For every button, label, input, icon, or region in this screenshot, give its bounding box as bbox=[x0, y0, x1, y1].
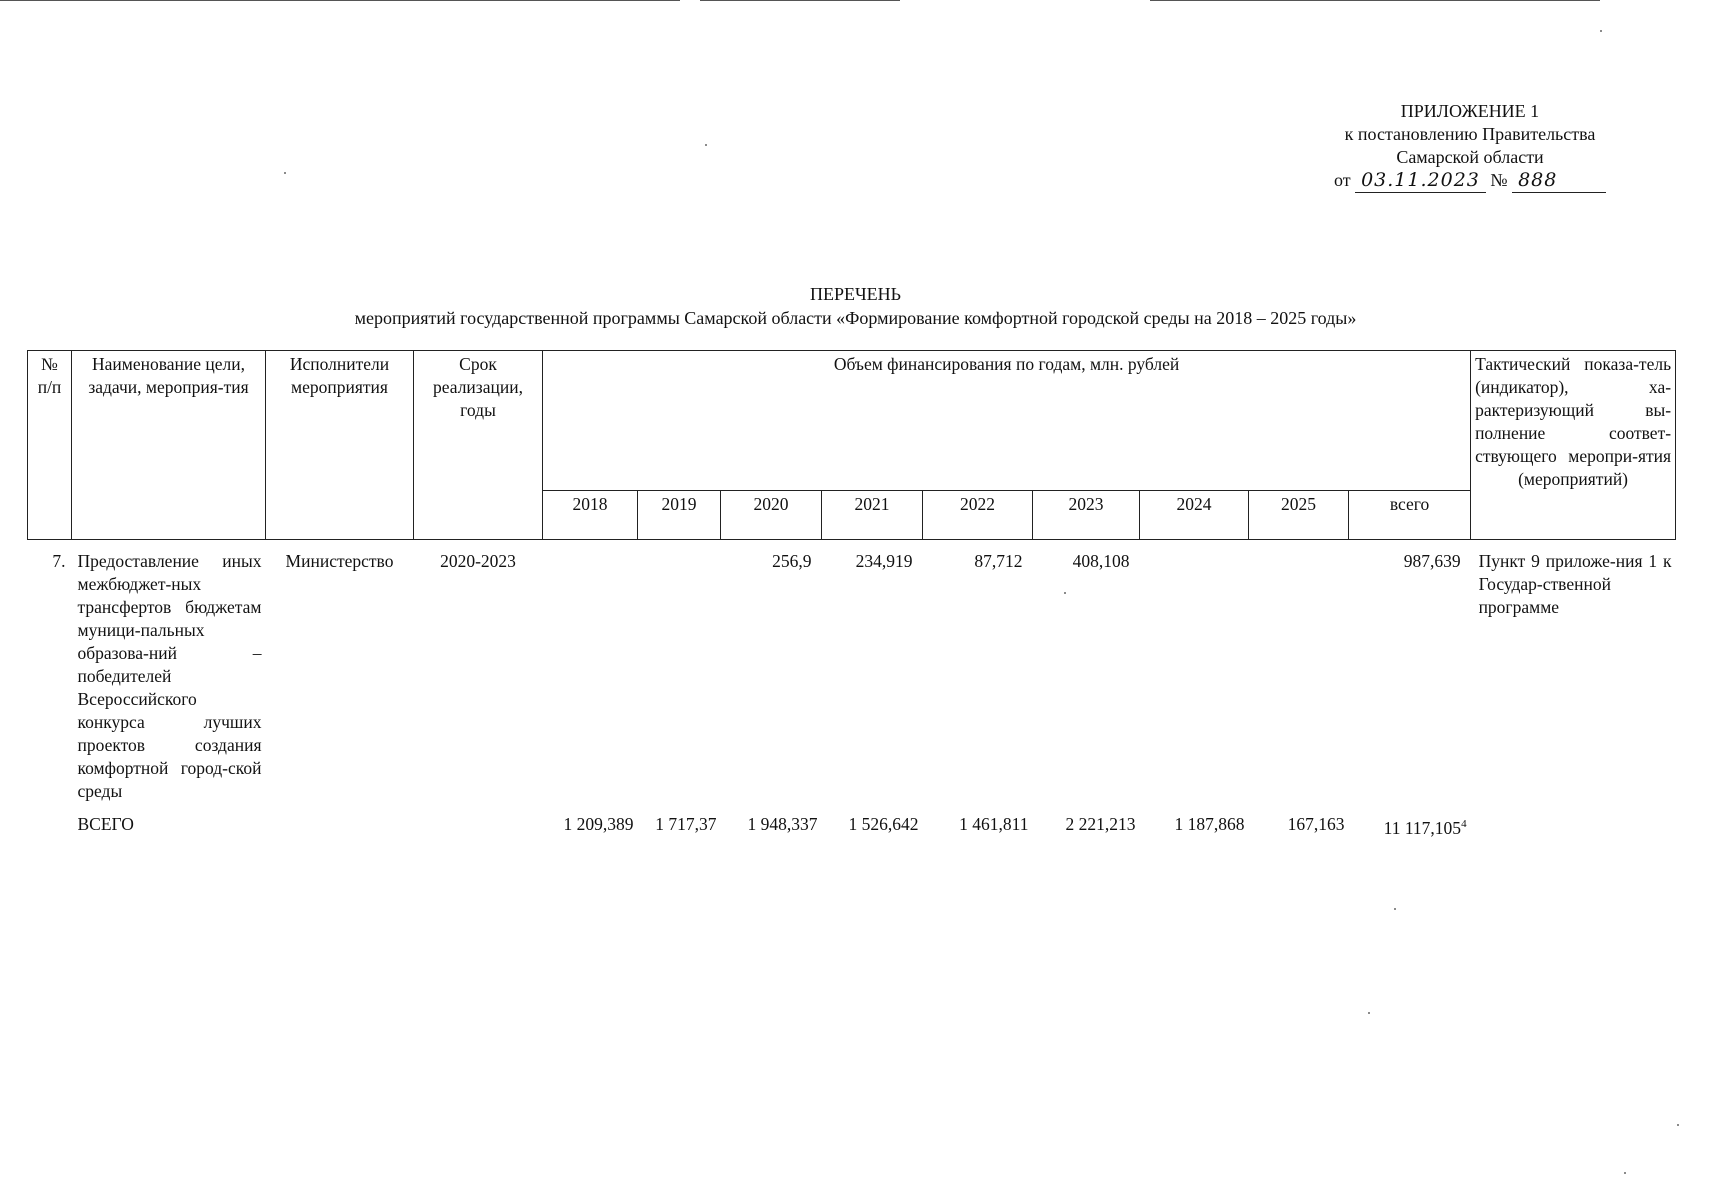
total-row bbox=[28, 803, 1676, 840]
row-value-2023: 408,108 bbox=[1072, 551, 1130, 571]
header-year: 2018 bbox=[543, 490, 638, 539]
header-name: Наименование цели, задачи, мероприя-тия bbox=[72, 351, 266, 540]
annex-title: ПРИЛОЖЕНИЕ 1 bbox=[1400, 101, 1540, 121]
row-value-2024 bbox=[1140, 540, 1249, 804]
total-value-2024: 1 187,868 bbox=[1174, 814, 1245, 834]
total-spacer bbox=[28, 803, 72, 840]
annex-line-1: к постановлению Правительства bbox=[1344, 124, 1596, 144]
scan-edge-line bbox=[0, 0, 680, 1]
scan-speck bbox=[284, 172, 286, 174]
document-title-block bbox=[0, 282, 1711, 330]
date-prefix: от bbox=[1333, 170, 1351, 190]
total-value-2021: 1 526,642 bbox=[848, 814, 919, 834]
scan-speck bbox=[705, 144, 707, 146]
handwritten-number: 888 bbox=[1512, 169, 1606, 193]
row-indicator: Пункт 9 приложе-ния 1 к Государ-ственной программе bbox=[1478, 551, 1672, 617]
total-value-2019: 1 717,37 bbox=[655, 814, 717, 834]
number-prefix: № bbox=[1490, 170, 1508, 190]
measures-table bbox=[27, 350, 1676, 840]
total-label: ВСЕГО bbox=[77, 814, 134, 834]
header-indicator: Тактический показа-тель (индикатор), ха-рактеризующий вы-полнение соответ-ствующего меропри-ятия (мероприятий) bbox=[1471, 351, 1676, 540]
total-value-2025: 167,163 bbox=[1287, 814, 1345, 834]
total-value-all bbox=[1349, 803, 1471, 840]
annex-date-line bbox=[1334, 169, 1606, 193]
table-header bbox=[28, 351, 1676, 540]
row-value-2018 bbox=[543, 540, 638, 804]
table-row bbox=[28, 540, 1676, 804]
row-term: 2020-2023 bbox=[440, 551, 516, 571]
row-value-2021: 234,919 bbox=[855, 551, 913, 571]
scan-speck bbox=[1394, 908, 1396, 910]
header-year: 2021 bbox=[822, 490, 923, 539]
scan-speck bbox=[1677, 1124, 1679, 1126]
header-year: 2024 bbox=[1140, 490, 1249, 539]
header-financing: Объем финансирования по годам, млн. рублей bbox=[543, 351, 1471, 491]
header-num: № п/п bbox=[28, 351, 72, 540]
row-value-total: 987,639 bbox=[1403, 551, 1461, 571]
scan-speck bbox=[1368, 1012, 1370, 1014]
row-num: 7. bbox=[52, 551, 66, 571]
header-year: 2019 bbox=[638, 490, 721, 539]
total-value-2018: 1 209,389 bbox=[563, 814, 634, 834]
header-year: 2020 bbox=[721, 490, 822, 539]
table-body bbox=[28, 540, 1676, 840]
total-value-2023: 2 221,213 bbox=[1065, 814, 1136, 834]
row-executor: Министерство bbox=[285, 551, 394, 571]
scan-speck bbox=[1624, 1172, 1626, 1174]
annex-line-2: Самарской области bbox=[1396, 147, 1544, 167]
header-year: 2025 bbox=[1249, 490, 1349, 539]
row-value-2025 bbox=[1249, 540, 1349, 804]
footnote-mark: 4 bbox=[1461, 818, 1467, 830]
row-value-2020: 256,9 bbox=[772, 551, 812, 571]
total-spacer bbox=[414, 803, 543, 840]
header-executor: Исполнители мероприятия bbox=[266, 351, 414, 540]
header-year-total: всего bbox=[1349, 490, 1471, 539]
annex-block bbox=[1300, 100, 1640, 193]
row-name: Предоставление иных межбюджет-ных трансфертов бюджетам муници-пальных образова-ний – победителей Всероссийского конкурса лучших проектов создания комфортной город-ской среды bbox=[77, 551, 262, 801]
total-spacer bbox=[1471, 803, 1676, 840]
total-spacer bbox=[266, 803, 414, 840]
header-year: 2023 bbox=[1033, 490, 1140, 539]
scan-speck bbox=[1064, 592, 1066, 594]
total-value-all-text: 11 117,105 bbox=[1383, 817, 1462, 838]
document-title: ПЕРЕЧЕНЬ bbox=[809, 284, 902, 304]
scan-speck bbox=[1600, 30, 1602, 32]
total-value-2022: 1 461,811 bbox=[959, 814, 1029, 834]
header-year: 2022 bbox=[923, 490, 1033, 539]
document-subtitle: мероприятий государственной программы Самарской области «Формирование комфортной городской среды на 2018 – 2025 годы» bbox=[354, 308, 1357, 328]
row-value-2019 bbox=[638, 540, 721, 804]
header-term: Срок реализации, годы bbox=[414, 351, 543, 540]
handwritten-date: 03.11.2023 bbox=[1355, 169, 1486, 193]
total-value-2020: 1 948,337 bbox=[747, 814, 818, 834]
scan-edge-line bbox=[1150, 0, 1600, 1]
scan-edge-line bbox=[700, 0, 900, 1]
row-value-2022: 87,712 bbox=[974, 551, 1023, 571]
